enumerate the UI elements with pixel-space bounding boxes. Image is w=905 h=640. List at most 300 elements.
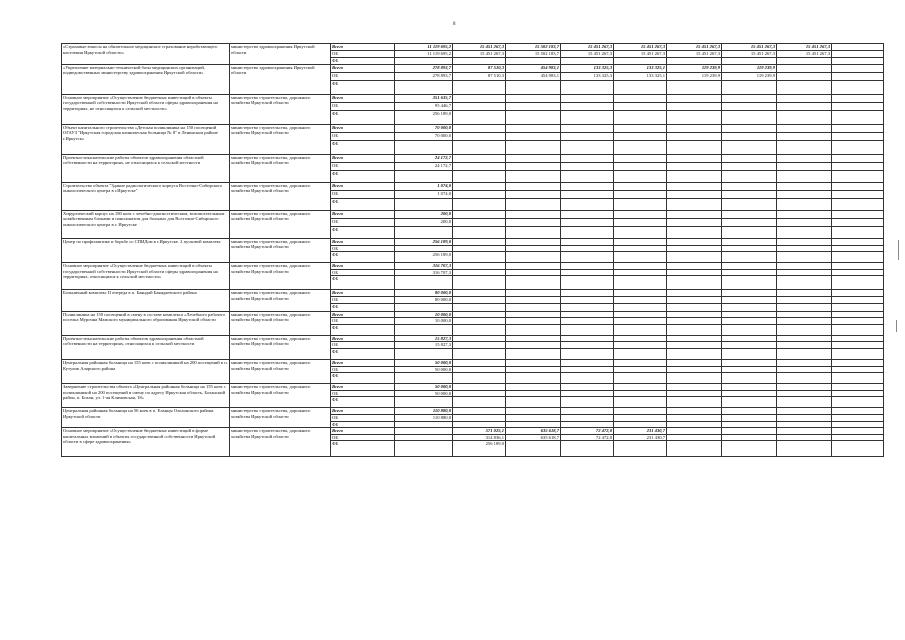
year-value-cell: 316 707,3 xyxy=(395,263,453,270)
year-value-cell xyxy=(561,80,614,94)
year-value-cell xyxy=(832,324,884,335)
year-value-cell xyxy=(777,384,832,391)
year-value-cell xyxy=(722,182,777,190)
year-value-cell: 571 025,1 xyxy=(453,428,506,435)
year-value-cell xyxy=(722,421,777,428)
year-value-cell xyxy=(722,324,777,335)
year-value-cell xyxy=(667,290,722,297)
year-value-cell xyxy=(453,245,506,252)
year-value-cell xyxy=(832,366,884,373)
year-value-cell xyxy=(722,110,777,124)
year-value-cell: 15 451 267,3 xyxy=(722,51,777,58)
year-value-cell xyxy=(777,238,832,245)
year-value-cell xyxy=(506,252,561,263)
funding-source-cell: Всего xyxy=(331,94,395,102)
year-value-cell xyxy=(832,140,884,154)
table-row xyxy=(62,182,884,190)
table-row xyxy=(62,359,884,366)
year-value-cell xyxy=(453,366,506,373)
year-value-cell xyxy=(832,335,884,342)
funding-source-cell: Всего xyxy=(331,44,395,51)
year-value-cell: 133 325,1 xyxy=(614,72,667,80)
year-value-cell xyxy=(395,303,453,311)
funding-source-cell: ОБ xyxy=(331,190,395,198)
year-value-cell xyxy=(453,384,506,391)
year-value-cell: 15 827,3 xyxy=(395,342,453,349)
year-value-cell xyxy=(561,218,614,226)
year-value-cell xyxy=(453,238,506,245)
funding-source-cell: Всего xyxy=(331,210,395,218)
event-name-cell: Объект капитального строительства «Детская поликлиника на 150 посещений ОГАУЗ "Иркутская городская клиническая больница № 8" в Ленинском районе г.Иркутск» xyxy=(62,124,230,154)
year-value-cell xyxy=(614,102,667,110)
year-value-cell xyxy=(561,324,614,335)
event-name-cell: Основное мероприятие «Осуществление бюджетных инвестиций в форме капитальных вложений в объекты государственной собственности Иркутской области в сфере здравоохранения» xyxy=(62,428,230,457)
year-value-cell xyxy=(506,348,561,359)
year-value-cell xyxy=(506,102,561,110)
year-value-cell xyxy=(777,276,832,290)
year-value-cell xyxy=(832,102,884,110)
year-value-cell xyxy=(777,58,832,65)
year-value-cell xyxy=(832,124,884,132)
year-value-cell xyxy=(506,318,561,325)
year-value-cell xyxy=(506,390,561,397)
year-value-cell xyxy=(453,218,506,226)
year-value-cell xyxy=(614,162,667,170)
year-value-cell xyxy=(832,303,884,311)
year-value-cell xyxy=(832,269,884,276)
year-value-cell xyxy=(614,324,667,335)
year-value-cell: 80 000,0 xyxy=(395,290,453,297)
year-value-cell xyxy=(506,198,561,210)
executor-cell: министерство строительства, дорожного хозяйства Иркутской области xyxy=(230,238,331,263)
year-value-cell xyxy=(506,210,561,218)
year-value-cell xyxy=(506,303,561,311)
year-value-cell xyxy=(777,170,832,182)
year-value-cell xyxy=(561,290,614,297)
year-value-cell xyxy=(667,421,722,428)
year-value-cell xyxy=(722,124,777,132)
funding-source-cell: ОБ xyxy=(331,102,395,110)
year-value-cell xyxy=(722,441,777,457)
year-value-cell xyxy=(777,421,832,428)
year-value-cell xyxy=(453,335,506,342)
year-value-cell xyxy=(777,318,832,325)
year-value-cell: 10 000,0 xyxy=(395,311,453,318)
year-value-cell xyxy=(777,210,832,218)
year-value-cell xyxy=(832,132,884,140)
year-value-cell xyxy=(722,102,777,110)
year-value-cell xyxy=(722,154,777,162)
year-value-cell xyxy=(614,311,667,318)
year-value-cell xyxy=(506,154,561,162)
year-value-cell xyxy=(561,408,614,415)
year-value-cell xyxy=(667,324,722,335)
year-value-cell xyxy=(832,390,884,397)
year-value-cell xyxy=(614,94,667,102)
year-value-cell xyxy=(506,124,561,132)
year-value-cell xyxy=(561,269,614,276)
year-value-cell xyxy=(722,276,777,290)
year-value-cell xyxy=(832,170,884,182)
year-value-cell: 15 451 267,3 xyxy=(561,44,614,51)
year-value-cell xyxy=(832,154,884,162)
year-value-cell xyxy=(722,140,777,154)
year-value-cell xyxy=(777,441,832,457)
year-value-cell: 1 074,0 xyxy=(395,190,453,198)
year-value-cell xyxy=(832,44,884,51)
funding-source-cell: ОБ xyxy=(331,132,395,140)
year-value-cell: 133 325,3 xyxy=(561,72,614,80)
year-value-cell xyxy=(722,359,777,366)
table-row xyxy=(62,238,884,245)
year-value-cell xyxy=(667,238,722,245)
year-value-cell xyxy=(667,245,722,252)
year-value-cell: 256 189,0 xyxy=(395,252,453,263)
year-value-cell: 87 510,3 xyxy=(453,64,506,72)
year-value-cell xyxy=(453,318,506,325)
year-value-cell xyxy=(722,190,777,198)
year-value-cell xyxy=(722,296,777,303)
year-value-cell xyxy=(777,366,832,373)
year-value-cell xyxy=(722,311,777,318)
year-value-cell xyxy=(453,276,506,290)
year-value-cell xyxy=(614,276,667,290)
year-value-cell xyxy=(561,441,614,457)
year-value-cell: 80 000,0 xyxy=(395,296,453,303)
year-value-cell xyxy=(506,414,561,421)
year-value-cell xyxy=(561,252,614,263)
year-value-cell xyxy=(614,269,667,276)
executor-cell: министерство строительства, дорожного хозяйства Иркутской области xyxy=(230,359,331,383)
year-value-cell xyxy=(561,366,614,373)
year-value-cell xyxy=(722,318,777,325)
year-value-cell xyxy=(506,408,561,415)
executor-cell: министерство строительства, дорожного хозяйства Иркутской области xyxy=(230,428,331,457)
table-row xyxy=(62,311,884,318)
year-value-cell xyxy=(667,408,722,415)
year-value-cell xyxy=(667,390,722,397)
table-row xyxy=(62,335,884,342)
year-value-cell xyxy=(667,80,722,94)
year-value-cell xyxy=(453,373,506,384)
year-value-cell xyxy=(722,132,777,140)
funding-source-cell: ФБ xyxy=(331,324,395,335)
year-value-cell: 15 502 183,7 xyxy=(506,51,561,58)
year-value-cell xyxy=(506,276,561,290)
year-value-cell xyxy=(832,296,884,303)
year-value-cell: 351 635,7 xyxy=(395,94,453,102)
year-value-cell: 200,0 xyxy=(395,210,453,218)
year-value-cell xyxy=(832,373,884,384)
year-value-cell xyxy=(667,414,722,421)
year-value-cell xyxy=(777,290,832,297)
year-value-cell: 15 451 267,3 xyxy=(722,44,777,51)
year-value-cell xyxy=(453,182,506,190)
year-value-cell xyxy=(832,72,884,80)
table-row xyxy=(62,384,884,391)
executor-cell: министерство строительства, дорожного хозяйства Иркутской области xyxy=(230,182,331,210)
year-value-cell: 11 119 695,2 xyxy=(395,44,453,51)
year-value-cell xyxy=(453,154,506,162)
year-value-cell xyxy=(561,110,614,124)
year-value-cell: 50 000,0 xyxy=(395,359,453,366)
year-value-cell xyxy=(777,348,832,359)
year-value-cell xyxy=(453,252,506,263)
year-value-cell xyxy=(722,384,777,391)
year-value-cell xyxy=(722,408,777,415)
year-value-cell xyxy=(832,58,884,65)
year-value-cell: 119 239,9 xyxy=(667,64,722,72)
year-value-cell: 11 119 695,2 xyxy=(395,51,453,58)
year-value-cell xyxy=(614,110,667,124)
year-value-cell xyxy=(667,190,722,198)
year-value-cell xyxy=(395,434,453,441)
year-value-cell xyxy=(506,170,561,182)
year-value-cell xyxy=(832,276,884,290)
year-value-cell: 256 189,0 xyxy=(395,238,453,245)
year-value-cell xyxy=(561,276,614,290)
year-value-cell xyxy=(506,421,561,428)
year-value-cell xyxy=(614,290,667,297)
year-value-cell xyxy=(722,58,777,65)
year-value-cell xyxy=(722,162,777,170)
year-value-cell xyxy=(561,348,614,359)
funding-source-cell: ФБ xyxy=(331,303,395,311)
year-value-cell xyxy=(832,359,884,366)
year-value-cell xyxy=(777,162,832,170)
year-value-cell: 50 000,0 xyxy=(395,384,453,391)
year-value-cell xyxy=(722,170,777,182)
year-value-cell xyxy=(561,154,614,162)
year-value-cell xyxy=(453,421,506,428)
year-value-cell xyxy=(395,58,453,65)
year-value-cell xyxy=(722,373,777,384)
funding-source-cell: ОБ xyxy=(331,218,395,226)
year-value-cell xyxy=(777,434,832,441)
year-value-cell xyxy=(614,408,667,415)
scan-mark xyxy=(896,320,897,332)
year-value-cell xyxy=(614,182,667,190)
event-name-cell: Поликлиника на 150 посещений в смену в составе комплекса «Лечебного рабочего поселка Мурочна Мамского муниципального образования Иркутской области xyxy=(62,311,230,335)
year-value-cell xyxy=(722,198,777,210)
year-value-cell xyxy=(506,94,561,102)
year-value-cell xyxy=(453,390,506,397)
year-value-cell xyxy=(506,226,561,238)
table-row xyxy=(62,408,884,415)
funding-source-cell: Всего xyxy=(331,311,395,318)
year-value-cell xyxy=(395,276,453,290)
year-value-cell xyxy=(561,162,614,170)
year-value-cell xyxy=(667,441,722,457)
year-value-cell xyxy=(453,359,506,366)
year-value-cell xyxy=(667,124,722,132)
year-value-cell xyxy=(561,198,614,210)
year-value-cell xyxy=(722,428,777,435)
year-value-cell xyxy=(453,226,506,238)
funding-source-cell: ФБ xyxy=(331,348,395,359)
funding-source-cell: ОБ xyxy=(331,342,395,349)
year-value-cell xyxy=(777,335,832,342)
year-value-cell xyxy=(561,132,614,140)
year-value-cell xyxy=(506,335,561,342)
year-value-cell: 15 451 267,3 xyxy=(777,51,832,58)
year-value-cell: 119 239,9 xyxy=(722,64,777,72)
funding-source-cell: Всего xyxy=(331,408,395,415)
year-value-cell xyxy=(832,190,884,198)
funding-source-cell: ФБ xyxy=(331,198,395,210)
year-value-cell xyxy=(453,140,506,154)
year-value-cell: 15 451 267,3 xyxy=(453,44,506,51)
year-value-cell xyxy=(453,408,506,415)
year-value-cell: 87 510,3 xyxy=(453,72,506,80)
year-value-cell xyxy=(777,102,832,110)
year-value-cell xyxy=(777,252,832,263)
executor-cell: министерство строительства, дорожного хозяйства Иркутской области xyxy=(230,408,331,428)
year-value-cell xyxy=(667,335,722,342)
year-value-cell xyxy=(561,397,614,408)
year-value-cell xyxy=(614,132,667,140)
year-value-cell: 635 618,7 xyxy=(506,428,561,435)
year-value-cell xyxy=(453,397,506,408)
year-value-cell xyxy=(614,318,667,325)
funding-source-cell: ОБ xyxy=(331,434,395,441)
year-value-cell xyxy=(561,190,614,198)
year-value-cell: 1 074,0 xyxy=(395,182,453,190)
event-name-cell: Центр по профилактике и борьбе со СПИДом в г.Иркутске. 2 пусковой комплекс xyxy=(62,238,230,263)
year-value-cell xyxy=(777,311,832,318)
year-value-cell xyxy=(453,58,506,65)
year-value-cell xyxy=(832,318,884,325)
year-value-cell: 200,0 xyxy=(395,218,453,226)
event-name-cell: Основное мероприятие «Осуществление бюджетных инвестиций в объекты государственной собственности Иркутской области сферы здравоохранения на территориях, не относящихся к сельской местности» xyxy=(62,94,230,124)
year-value-cell xyxy=(506,140,561,154)
year-value-cell xyxy=(722,80,777,94)
year-value-cell xyxy=(453,190,506,198)
year-value-cell xyxy=(614,154,667,162)
year-value-cell xyxy=(453,311,506,318)
year-value-cell xyxy=(722,218,777,226)
year-value-cell xyxy=(453,290,506,297)
year-value-cell xyxy=(722,252,777,263)
year-value-cell: 256 189,0 xyxy=(395,110,453,124)
event-name-cell: Центральная районная больница на 155 коек с поликлиникой на 200 посещений в п. Кутулик Аларского района xyxy=(62,359,230,383)
year-value-cell xyxy=(722,226,777,238)
year-value-cell xyxy=(722,94,777,102)
year-value-cell xyxy=(777,359,832,366)
funding-source-cell: ФБ xyxy=(331,58,395,65)
year-value-cell xyxy=(506,263,561,270)
table-row xyxy=(62,263,884,270)
year-value-cell xyxy=(561,296,614,303)
year-value-cell xyxy=(777,342,832,349)
year-value-cell xyxy=(561,238,614,245)
year-value-cell: 70 000,0 xyxy=(395,124,453,132)
year-value-cell xyxy=(453,303,506,311)
year-value-cell xyxy=(561,373,614,384)
year-value-cell xyxy=(777,140,832,154)
year-value-cell: 256 189,0 xyxy=(453,441,506,457)
executor-cell: министерство строительства, дорожного хозяйства Иркутской области xyxy=(230,124,331,154)
event-name-cell: Проектно-изыскательские работы объектов здравоохранения областной собственности на территориях, не относящихся к сельской местности xyxy=(62,154,230,182)
year-value-cell xyxy=(722,342,777,349)
year-value-cell xyxy=(667,348,722,359)
year-value-cell: 110 880,0 xyxy=(395,414,453,421)
year-value-cell xyxy=(506,110,561,124)
year-value-cell xyxy=(506,132,561,140)
funding-source-cell: Всего xyxy=(331,263,395,270)
year-value-cell xyxy=(561,414,614,421)
executor-cell: министерство строительства, дорожного хозяйства Иркутской области xyxy=(230,311,331,335)
year-value-cell xyxy=(667,318,722,325)
year-value-cell xyxy=(395,421,453,428)
funding-source-cell: Всего xyxy=(331,64,395,72)
year-value-cell xyxy=(453,170,506,182)
year-value-cell: 24 172,7 xyxy=(395,162,453,170)
table-row xyxy=(62,124,884,132)
year-value-cell xyxy=(667,303,722,311)
year-value-cell xyxy=(777,296,832,303)
funding-source-cell: ФБ xyxy=(331,226,395,238)
year-value-cell xyxy=(453,348,506,359)
year-value-cell xyxy=(832,263,884,270)
year-value-cell xyxy=(395,373,453,384)
year-value-cell xyxy=(722,290,777,297)
year-value-cell xyxy=(561,182,614,190)
year-value-cell xyxy=(506,384,561,391)
year-value-cell: 15 827,3 xyxy=(395,335,453,342)
year-value-cell xyxy=(561,210,614,218)
year-value-cell xyxy=(832,80,884,94)
year-value-cell xyxy=(614,397,667,408)
funding-source-cell: ОБ xyxy=(331,162,395,170)
year-value-cell xyxy=(777,94,832,102)
year-value-cell xyxy=(722,335,777,342)
event-name-cell: Больничный комплекс II очереда в п. Баяндай Баяндаевского района xyxy=(62,290,230,311)
year-value-cell xyxy=(722,414,777,421)
year-value-cell xyxy=(506,311,561,318)
year-value-cell: 50 000,0 xyxy=(395,366,453,373)
year-value-cell xyxy=(453,94,506,102)
year-value-cell xyxy=(561,303,614,311)
event-name-cell: Хирургический корпус на 180 коек с лечебно-диагностическим, вспомогательным хозяйственным блоками и пансионатом для больных для Восточно-Сибирского онкологического центра в г. Иркутске xyxy=(62,210,230,238)
year-value-cell xyxy=(561,359,614,366)
year-value-cell xyxy=(667,182,722,190)
year-value-cell xyxy=(395,428,453,435)
year-value-cell xyxy=(832,252,884,263)
year-value-cell: 119 239,9 xyxy=(722,72,777,80)
year-value-cell xyxy=(506,441,561,457)
year-value-cell xyxy=(832,397,884,408)
year-value-cell xyxy=(561,421,614,428)
year-value-cell: 133 325,1 xyxy=(614,64,667,72)
event-name-cell: Проектно-изыскательские работы объектов здравоохранения областной собственности на территориях, относящихся к сельской местности xyxy=(62,335,230,359)
executor-cell: министерство строительства, дорожного хозяйства Иркутской области xyxy=(230,263,331,290)
year-value-cell xyxy=(561,140,614,154)
year-value-cell xyxy=(667,263,722,270)
funding-source-cell: Всего xyxy=(331,154,395,162)
year-value-cell xyxy=(453,263,506,270)
year-value-cell xyxy=(777,218,832,226)
funding-source-cell: Всего xyxy=(331,124,395,132)
year-value-cell xyxy=(832,210,884,218)
budget-table xyxy=(61,43,884,457)
year-value-cell xyxy=(832,226,884,238)
year-value-cell xyxy=(614,296,667,303)
year-value-cell xyxy=(395,324,453,335)
year-value-cell xyxy=(667,226,722,238)
year-value-cell xyxy=(777,269,832,276)
year-value-cell xyxy=(614,190,667,198)
